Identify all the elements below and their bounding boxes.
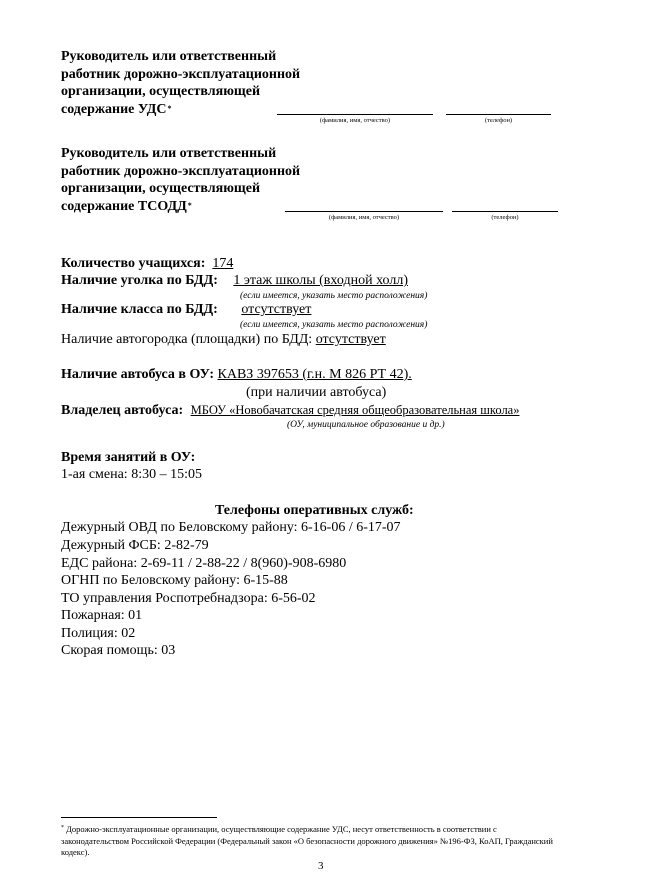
sig2-name-line	[285, 211, 443, 212]
sig1-phone-line	[446, 114, 551, 115]
sig1-phone-caption: (телефон)	[484, 117, 513, 124]
signature-block-tsodd	[61, 145, 300, 215]
sig1-footnote-mark: *	[167, 103, 172, 113]
students-value: 174	[212, 256, 234, 271]
sig1-line-1: Руководитель или ответственный	[61, 49, 277, 64]
page-number: 3	[318, 860, 324, 872]
sig2-name-caption: (фамилия, имя, отчество)	[328, 214, 400, 221]
phone-item: Скорая помощь: 03	[61, 643, 176, 658]
corner-hint: (если имеется, указать место расположения)	[240, 291, 428, 301]
sig1-line-4: содержание УДС*	[61, 101, 172, 117]
class-hint: (если имеется, указать место расположения)	[240, 320, 428, 330]
sig2-line-3: организации, осуществляющей	[61, 181, 261, 196]
class-row	[61, 302, 311, 318]
owner-hint: (ОУ, муниципальное образование и др.)	[287, 420, 445, 430]
phone-item: ЕДС района: 2-69-11 / 2-88-22 / 8(960)-908-6980	[61, 556, 347, 571]
phones-title: Телефоны оперативных служб:	[215, 503, 414, 518]
bus-row	[61, 367, 412, 383]
owner-value: МБОУ «Новобачатская средняя общеобразовательная школа»	[190, 403, 520, 417]
footnote	[61, 824, 561, 859]
sig2-line-1: Руководитель или ответственный	[61, 146, 277, 161]
corner-row	[61, 273, 408, 289]
footnote-text: Дорожно-эксплуатационные организации, осуществляющие содержание УДС, несут ответственность в соответствии с законодательством Российской Федерации (Федеральный закон «О безопасности дорожного движения» №196-ФЗ, КоАП, Гражданский кодекс).	[61, 824, 553, 857]
phone-item: ТО управления Роспотребнадзора: 6-56-02	[61, 591, 316, 606]
owner-row	[61, 403, 519, 419]
corner-label: Наличие уголка по БДД:	[61, 273, 218, 288]
class-value: отсутствует	[241, 302, 312, 317]
signature-block-uds	[61, 48, 300, 118]
class-label: Наличие класса по БДД:	[61, 302, 218, 317]
students-label: Количество учащихся:	[61, 256, 206, 271]
sig2-line-4: содержание ТСОДД*	[61, 198, 192, 214]
autotown-label: Наличие автогородка (площадки) по БДД:	[61, 332, 313, 347]
sig2-footnote-mark: *	[187, 200, 192, 210]
sig2-phone-line	[452, 211, 558, 212]
sig1-line-2: работник дорожно-эксплуатационной	[61, 66, 301, 82]
phone-item: Дежурный ОВД по Беловскому району: 6-16-06 / 6-17-07	[61, 520, 401, 535]
time-label: Время занятий в ОУ:	[61, 450, 196, 465]
time-value: 1-ая смена: 8:30 – 15:05	[61, 467, 202, 482]
phone-item: Полиция: 02	[61, 626, 136, 641]
footnote-mark: *	[61, 825, 64, 831]
students-row	[61, 256, 233, 272]
phone-item: ОГНП по Беловскому району: 6-15-88	[61, 573, 288, 588]
sig2-line-2: работник дорожно-эксплуатационной	[61, 163, 301, 179]
corner-value: 1 этаж школы (входной холл)	[233, 273, 408, 288]
bus-label: Наличие автобуса в ОУ:	[61, 367, 215, 382]
sig2-phone-caption: (телефон)	[491, 214, 519, 221]
autotown-value: отсутствует	[315, 332, 386, 347]
bus-note: (при наличии автобуса)	[246, 385, 387, 400]
sig1-name-line	[277, 114, 433, 115]
bus-value: КАВЗ 397653 (г.н. М 826 РТ 42).	[217, 367, 412, 382]
phone-item: Пожарная: 01	[61, 608, 143, 623]
sig1-line-3: организации, осуществляющей	[61, 84, 261, 99]
phone-item: Дежурный ФСБ: 2-82-79	[61, 538, 209, 553]
sig1-name-caption: (фамилия, имя, отчество)	[319, 117, 391, 124]
autotown-row	[61, 332, 386, 348]
footnote-separator	[61, 817, 217, 818]
owner-label: Владелец автобуса:	[61, 403, 184, 418]
